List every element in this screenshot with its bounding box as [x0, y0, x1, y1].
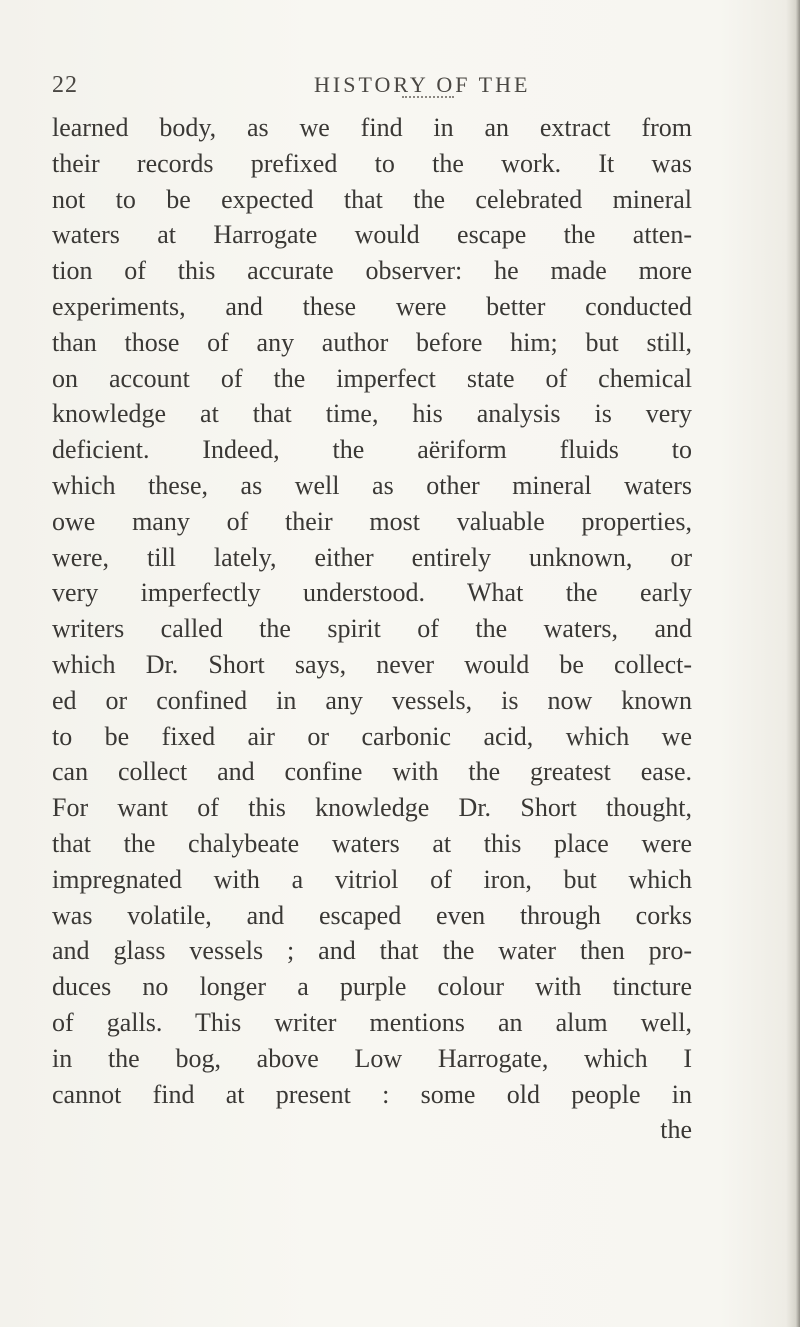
text-line: of galls. This writer mentions an alum well, — [52, 1007, 692, 1037]
text-line: were, till lately, either entirely unknown, or — [52, 542, 692, 572]
header-ornament — [402, 96, 454, 102]
text-line: not to be expected that the celebrated mineral — [52, 184, 692, 214]
text-line: writers called the spirit of the waters, and — [52, 614, 692, 644]
text-line: cannot find at present : some old people in — [52, 1079, 692, 1109]
text-line: duces no longer a purple colour with tincture — [52, 972, 692, 1002]
text-line: and glass vessels ; and that the water then pro- — [52, 936, 692, 966]
page-header — [52, 72, 692, 104]
text-line: in the bog, above Low Harrogate, which I — [52, 1043, 692, 1073]
text-line: impregnated with a vitriol of iron, but which — [52, 864, 692, 894]
text-line: on account of the imperfect state of chemical — [52, 363, 692, 393]
text-line: very imperfectly understood. What the early — [52, 578, 692, 608]
text-line: than those of any author before him; but still, — [52, 327, 692, 357]
text-line: knowledge at that time, his analysis is very — [52, 399, 692, 429]
text-line: was volatile, and escaped even through corks — [52, 900, 692, 930]
text-line: ed or confined in any vessels, is now known — [52, 685, 692, 715]
text-line: that the chalybeate waters at this place were — [52, 828, 692, 858]
body-text — [52, 110, 692, 1148]
text-line: to be fixed air or carbonic acid, which we — [52, 721, 692, 751]
text-line: deficient. Indeed, the aëriform fluids to — [52, 435, 692, 465]
text-line: waters at Harrogate would escape the atten- — [52, 220, 692, 250]
catchword: the — [660, 1115, 692, 1145]
page-edge-shadow — [786, 0, 800, 1327]
text-line: experiments, and these were better conducted — [52, 291, 692, 321]
text-line: which these, as well as other mineral waters — [52, 470, 692, 500]
page-number: 22 — [52, 72, 78, 98]
text-line: learned body, as we find in an extract from — [52, 113, 692, 142]
running-head: HISTORY OF THE — [314, 72, 531, 97]
text-line: tion of this accurate observer: he made more — [52, 256, 692, 286]
text-line: owe many of their most valuable properties, — [52, 506, 692, 536]
text-line: can collect and confine with the greatest ease. — [52, 757, 692, 787]
text-line: For want of this knowledge Dr. Short thought, — [52, 793, 692, 823]
text-line: which Dr. Short says, never would be collect- — [52, 649, 692, 679]
text-line: their records prefixed to the work. It was — [52, 148, 692, 178]
